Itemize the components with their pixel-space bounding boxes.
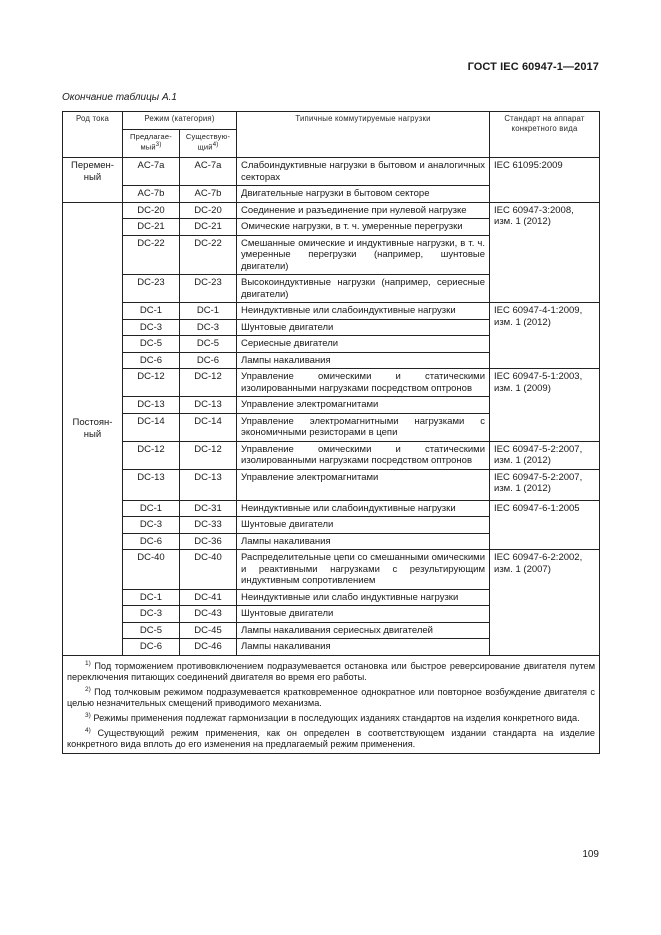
current-kind-ac-label: Перемен-ный	[71, 160, 114, 183]
footnote-mark: 2)	[85, 685, 91, 693]
mode-existing-cell: DC-45	[180, 622, 237, 639]
footnote-mark: 4)	[85, 726, 91, 734]
footnotes-cell	[63, 655, 600, 753]
load-description-cell: Слабоиндуктивные нагрузки в бытовом и аналогичных секторах	[237, 158, 490, 186]
load-description-cell: Шунтовые двигатели	[237, 319, 490, 336]
header-mode-existing-sup: 4)	[212, 142, 219, 148]
mode-existing-cell: DC-46	[180, 639, 237, 656]
table-caption: Окончание таблицы А.1	[62, 92, 177, 103]
mode-existing-cell: DC-31	[180, 500, 237, 517]
mode-proposed-cell: AC-7b	[123, 186, 180, 203]
standard-cell: IEC 60947-5-2:2007, изм. 1 (2012)	[490, 469, 600, 500]
table-row	[63, 369, 600, 397]
mode-proposed-cell: DC-12	[123, 369, 180, 397]
table-row	[63, 202, 600, 219]
footnote-text: Под торможением противовключением подразумевается остановка или быстрое реверсирование двигателя путем переключения питающих соединений двигателя во время его работы.	[67, 660, 596, 683]
footnote-mark: 3)	[85, 712, 91, 719]
load-description-cell: Управление электромагнитами	[237, 469, 490, 500]
mode-existing-cell: DC-13	[180, 469, 237, 500]
mode-existing-cell: DC-1	[180, 303, 237, 320]
mode-existing-cell: DC-12	[180, 441, 237, 469]
footnote	[67, 725, 595, 751]
load-description-cell: Лампы накаливания	[237, 533, 490, 550]
mode-proposed-cell: DC-12	[123, 441, 180, 469]
footnote-text: Режимы применения подлежат гармонизации в последующих изданиях стандартов на изделия конкретного вида.	[93, 713, 580, 724]
mode-existing-cell: DC-33	[180, 517, 237, 534]
standard-cell: IEC 60947-4-1:2009, изм. 1 (2012)	[490, 303, 600, 369]
mode-existing-cell: DC-23	[180, 275, 237, 303]
mode-existing-cell: AC-7b	[180, 186, 237, 203]
mode-existing-cell: AC-7a	[180, 158, 237, 186]
mode-existing-cell: DC-13	[180, 397, 237, 414]
load-description-cell: Лампы накаливания	[237, 352, 490, 369]
load-description-cell: Лампы накаливания сериесных двигателей	[237, 622, 490, 639]
footnote-text: Под толчковым режимом подразумевается кратковременное однократное или повторное возбуждение двигателя с целью незначительных смещений приводимого механизма.	[67, 686, 596, 709]
table-row	[63, 303, 600, 320]
current-kind-dc-label: Постоян-ный	[72, 417, 113, 440]
mode-existing-cell: DC-21	[180, 219, 237, 236]
mode-proposed-cell: DC-13	[123, 397, 180, 414]
mode-existing-cell: DC-40	[180, 550, 237, 590]
table-row	[63, 550, 600, 590]
table-row	[63, 441, 600, 469]
mode-proposed-cell: DC-6	[123, 352, 180, 369]
table-row	[63, 469, 600, 500]
mode-proposed-cell: DC-23	[123, 275, 180, 303]
load-description-cell: Шунтовые двигатели	[237, 517, 490, 534]
mode-proposed-cell: DC-21	[123, 219, 180, 236]
header-mode-existing-text: Существую-щий	[185, 132, 231, 152]
load-description-cell: Смешанные омические и индуктивные нагрузки, в т. ч. умеренные перегрузки (например, шунтовые двигатели)	[237, 235, 490, 275]
mode-proposed-cell: DC-5	[123, 622, 180, 639]
standard-cell: IEC 61095:2009	[490, 158, 600, 203]
mode-existing-cell: DC-3	[180, 319, 237, 336]
current-kind-dc	[63, 202, 123, 655]
header-mode-group: Режим (категория)	[123, 112, 237, 130]
standard-cell: IEC 60947-3:2008, изм. 1 (2012)	[490, 202, 600, 303]
mode-proposed-cell: DC-6	[123, 533, 180, 550]
mode-existing-cell: DC-5	[180, 336, 237, 353]
standard-cell: IEC 60947-6-2:2002, изм. 1 (2007)	[490, 550, 600, 656]
mode-proposed-cell: DC-5	[123, 336, 180, 353]
header-mode-proposed-sup: 3)	[155, 142, 162, 148]
load-description-cell: Шунтовые двигатели	[237, 606, 490, 623]
load-description-cell: Неиндуктивные или слабоиндуктивные нагрузки	[237, 500, 490, 517]
footnote	[67, 710, 595, 725]
header-mode-existing	[180, 130, 237, 158]
header-current-kind: Род тока	[63, 112, 123, 158]
mode-proposed-cell: DC-1	[123, 500, 180, 517]
load-description-cell: Распределительные цепи со смешанными омическими и реактивными нагрузками с результирующим индуктивным сопротивлением	[237, 550, 490, 590]
mode-existing-cell: DC-6	[180, 352, 237, 369]
header-standard: Стандарт на аппарат конкретного вида	[490, 112, 600, 158]
footnote-text: Существующий режим применения, как он определен в соответствующем издании стандарта на изделие конкретного вида вплоть до его изменения на предлагаемый режим применения.	[67, 727, 595, 750]
table-row	[63, 158, 600, 186]
table-row	[63, 500, 600, 517]
mode-existing-cell: DC-20	[180, 202, 237, 219]
mode-existing-cell: DC-41	[180, 589, 237, 606]
load-description-cell: Неиндуктивные или слабоиндуктивные нагрузки	[237, 303, 490, 320]
footnote-mark: 1)	[85, 659, 91, 667]
load-description-cell: Лампы накаливания	[237, 639, 490, 656]
standard-cell: IEC 60947-5-2:2007, изм. 1 (2012)	[490, 441, 600, 469]
mode-proposed-cell: DC-3	[123, 517, 180, 534]
document-standard-header: ГОСТ IEC 60947-1—2017	[467, 61, 599, 73]
footnote	[67, 658, 595, 684]
load-description-cell: Двигательные нагрузки в бытовом секторе	[237, 186, 490, 203]
load-description-cell: Управление электромагнитами	[237, 397, 490, 414]
mode-existing-cell: DC-36	[180, 533, 237, 550]
mode-proposed-cell: DC-3	[123, 606, 180, 623]
load-description-cell: Управление электромагнитными нагрузками с экономичными резисторами в цепи	[237, 413, 490, 441]
mode-proposed-cell: DC-1	[123, 589, 180, 606]
load-description-cell: Управление омическими и статическими изолированными нагрузками посредством оптронов	[237, 441, 490, 469]
mode-proposed-cell: DC-3	[123, 319, 180, 336]
footnote	[67, 684, 595, 710]
mode-proposed-cell: DC-6	[123, 639, 180, 656]
mode-proposed-cell: AC-7a	[123, 158, 180, 186]
mode-existing-cell: DC-14	[180, 413, 237, 441]
load-categories-table	[62, 111, 600, 754]
mode-existing-cell: DC-43	[180, 606, 237, 623]
mode-existing-cell: DC-22	[180, 235, 237, 275]
mode-proposed-cell: DC-1	[123, 303, 180, 320]
mode-proposed-cell: DC-13	[123, 469, 180, 500]
footnotes-row	[63, 655, 600, 753]
mode-proposed-cell: DC-22	[123, 235, 180, 275]
load-description-cell: Управление омическими и статическими изолированными нагрузками посредством оптронов	[237, 369, 490, 397]
standard-cell: IEC 60947-6-1:2005	[490, 500, 600, 550]
load-description-cell: Омические нагрузки, в т. ч. умеренные перегрузки	[237, 219, 490, 236]
mode-proposed-cell: DC-20	[123, 202, 180, 219]
header-loads: Типичные коммутируемые нагрузки	[237, 112, 490, 158]
load-description-cell: Сериесные двигатели	[237, 336, 490, 353]
header-mode-proposed-text: Предлагае-мый	[130, 132, 172, 152]
load-description-cell: Соединение и разъединение при нулевой нагрузке	[237, 202, 490, 219]
mode-proposed-cell: DC-14	[123, 413, 180, 441]
mode-existing-cell: DC-12	[180, 369, 237, 397]
mode-proposed-cell: DC-40	[123, 550, 180, 590]
header-mode-proposed	[123, 130, 180, 158]
current-kind-ac	[63, 158, 123, 203]
standard-cell: IEC 60947-5-1:2003, изм. 1 (2009)	[490, 369, 600, 442]
page-number: 109	[582, 849, 599, 860]
load-description-cell: Высокоиндуктивные нагрузки (например, сериесные двигатели)	[237, 275, 490, 303]
load-description-cell: Неиндуктивные или слабо индуктивные нагрузки	[237, 589, 490, 606]
